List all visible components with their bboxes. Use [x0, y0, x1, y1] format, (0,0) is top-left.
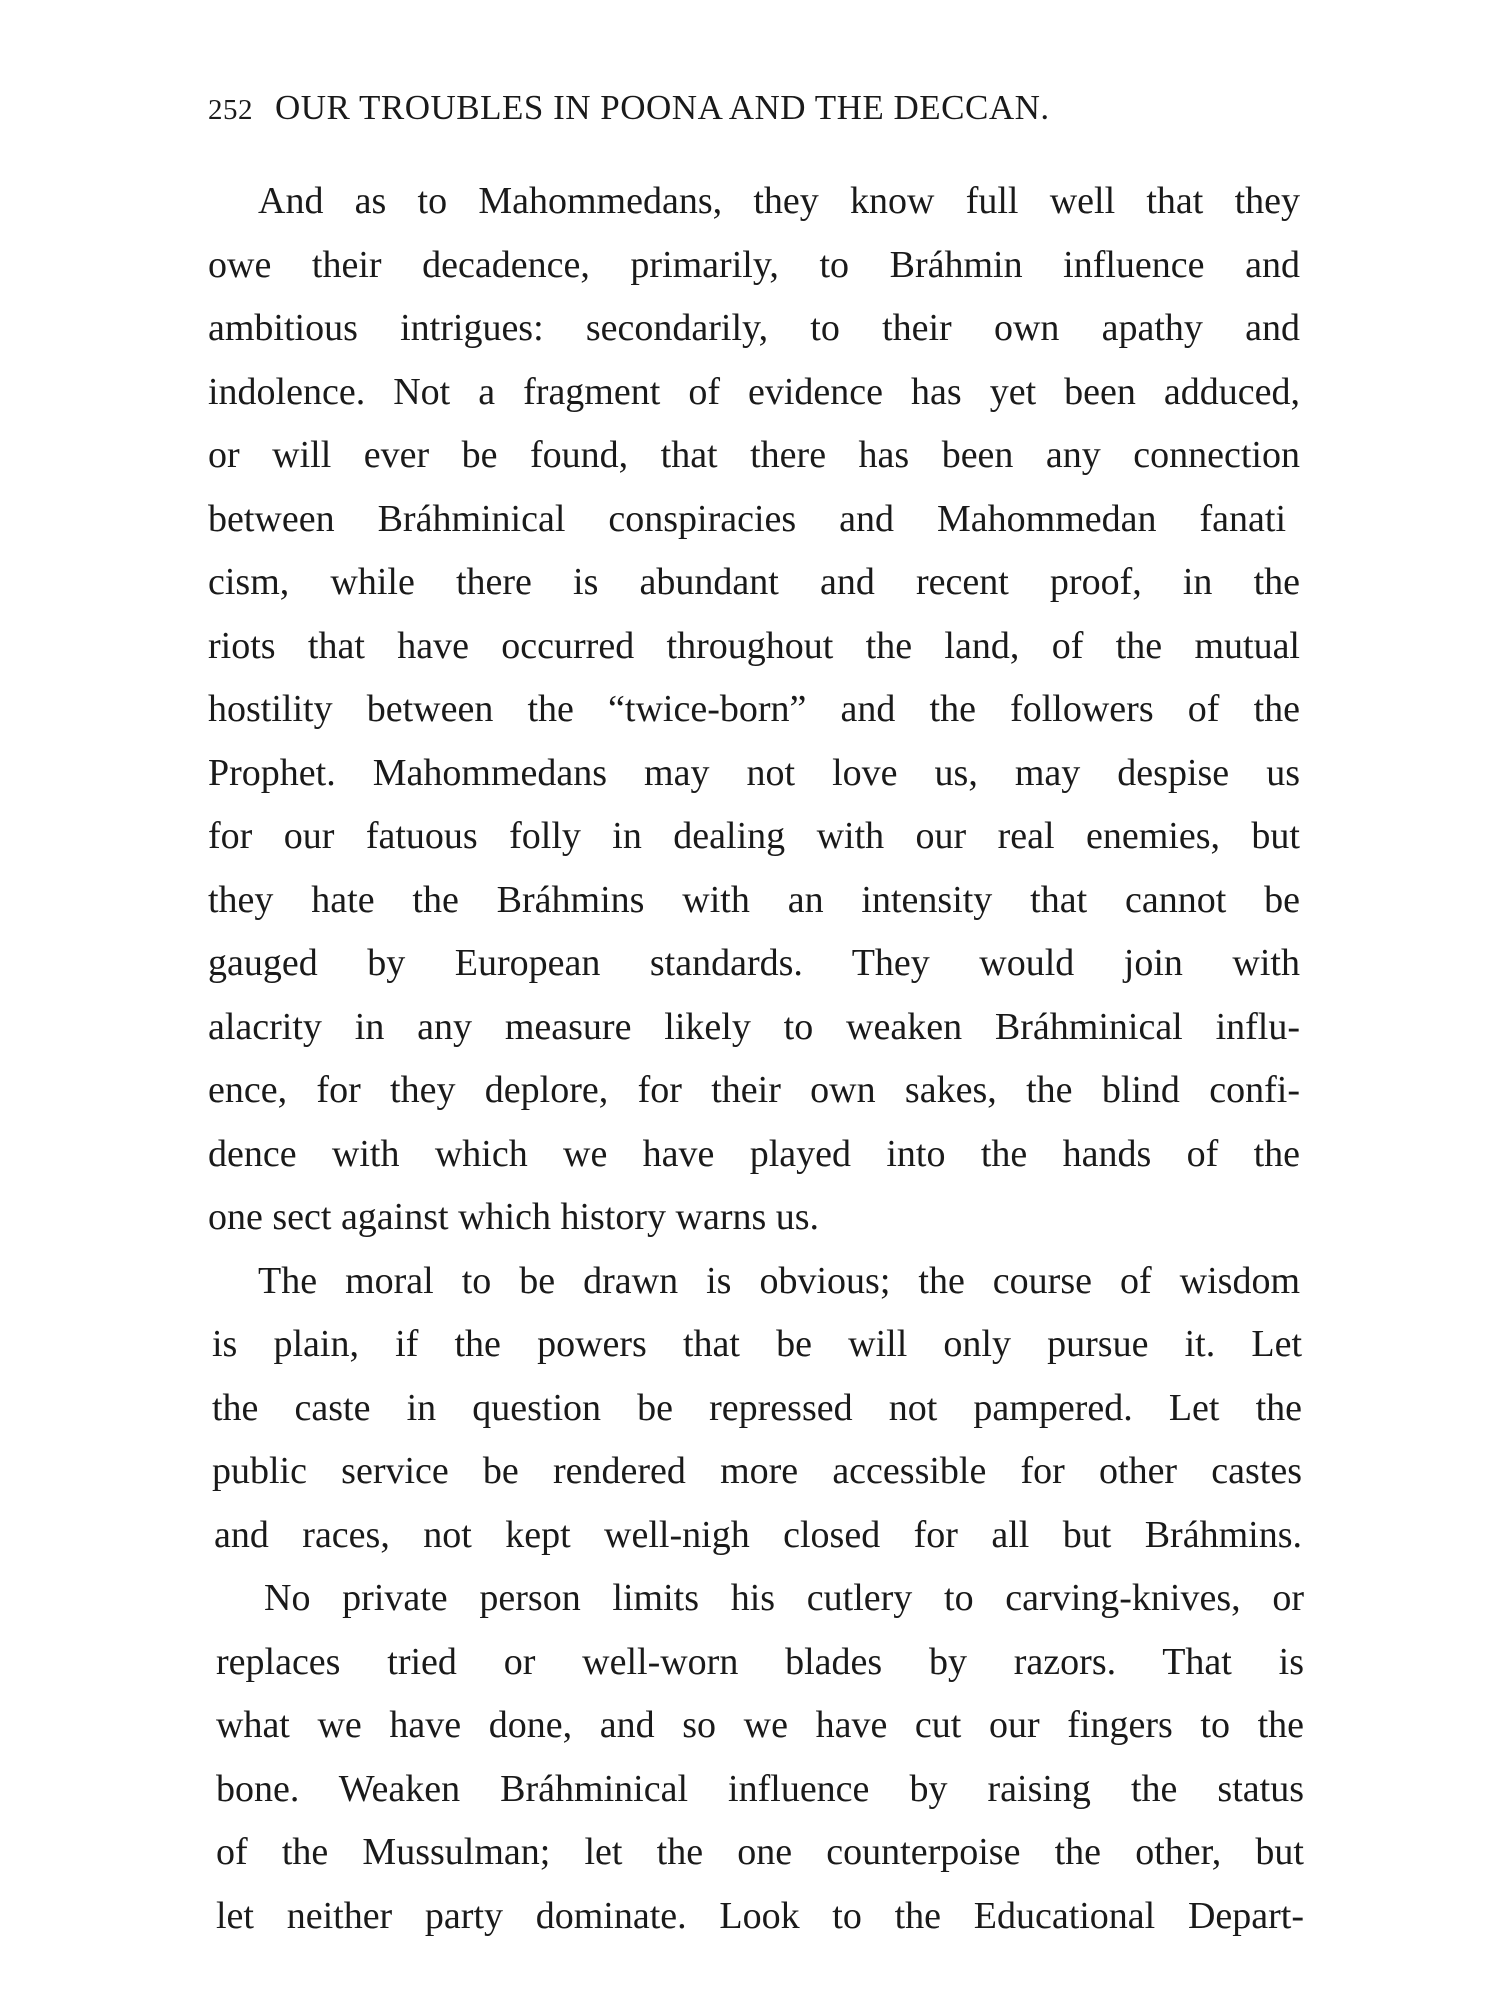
- text-line: bone. Weaken Bráhminical influence by raising the status: [216, 1768, 1304, 1810]
- text-line: hostility between the “twice-born” and the followers of the: [208, 688, 1300, 730]
- text-line: they hate the Bráhmins with an intensity that cannot be: [208, 879, 1300, 921]
- text-line: replaces tried or well-worn blades by razors. That is: [216, 1641, 1304, 1683]
- running-header: [208, 88, 1308, 138]
- text-line: of the Mussulman; let the one counterpoise the other, but: [216, 1831, 1304, 1873]
- text-line: between Bráhminical conspiracies and Mahommedan fanati: [208, 498, 1286, 540]
- text-line: one sect against which history warns us.: [208, 1196, 820, 1238]
- text-line: owe their decadence, primarily, to Bráhmin influence and: [208, 244, 1300, 286]
- text-line: riots that have occurred throughout the land, of the mutual: [208, 625, 1300, 667]
- text-line: is plain, if the powers that be will only pursue it. Let: [212, 1323, 1302, 1365]
- text-line: public service be rendered more accessible for other castes: [212, 1450, 1302, 1492]
- text-line: indolence. Not a fragment of evidence has yet been adduced,: [208, 371, 1300, 413]
- text-line: for our fatuous folly in dealing with our real enemies, but: [208, 815, 1300, 857]
- running-title: OUR TROUBLES IN POONA AND THE DECCAN.: [275, 88, 1050, 127]
- text-line: gauged by European standards. They would join with: [208, 942, 1300, 984]
- text-line: the caste in question be repressed not pampered. Let the: [212, 1387, 1302, 1429]
- text-line: dence with which we have played into the hands of the: [208, 1133, 1300, 1175]
- text-line: ence, for they deplore, for their own sakes, the blind confi-: [208, 1069, 1300, 1111]
- text-line: No private person limits his cutlery to carving-knives, or: [264, 1577, 1304, 1619]
- text-line: Prophet. Mahommedans may not love us, may despise us: [208, 752, 1300, 794]
- text-line: and races, not kept well-nigh closed for all but Bráhmins.: [214, 1514, 1302, 1556]
- text-line: what we have done, and so we have cut our fingers to the: [216, 1704, 1304, 1746]
- text-line: And as to Mahommedans, they know full well that they: [258, 180, 1300, 222]
- text-line: ambitious intrigues: secondarily, to their own apathy and: [208, 307, 1300, 349]
- text-line: let neither party dominate. Look to the Educational Depart-: [216, 1895, 1304, 1937]
- text-line: cism, while there is abundant and recent proof, in the: [208, 561, 1300, 603]
- page-number: 252: [208, 94, 253, 126]
- text-line: or will ever be found, that there has been any connection: [208, 434, 1300, 476]
- text-line: The moral to be drawn is obvious; the course of wisdom: [258, 1260, 1300, 1302]
- text-line: alacrity in any measure likely to weaken Bráhminical influ-: [208, 1006, 1300, 1048]
